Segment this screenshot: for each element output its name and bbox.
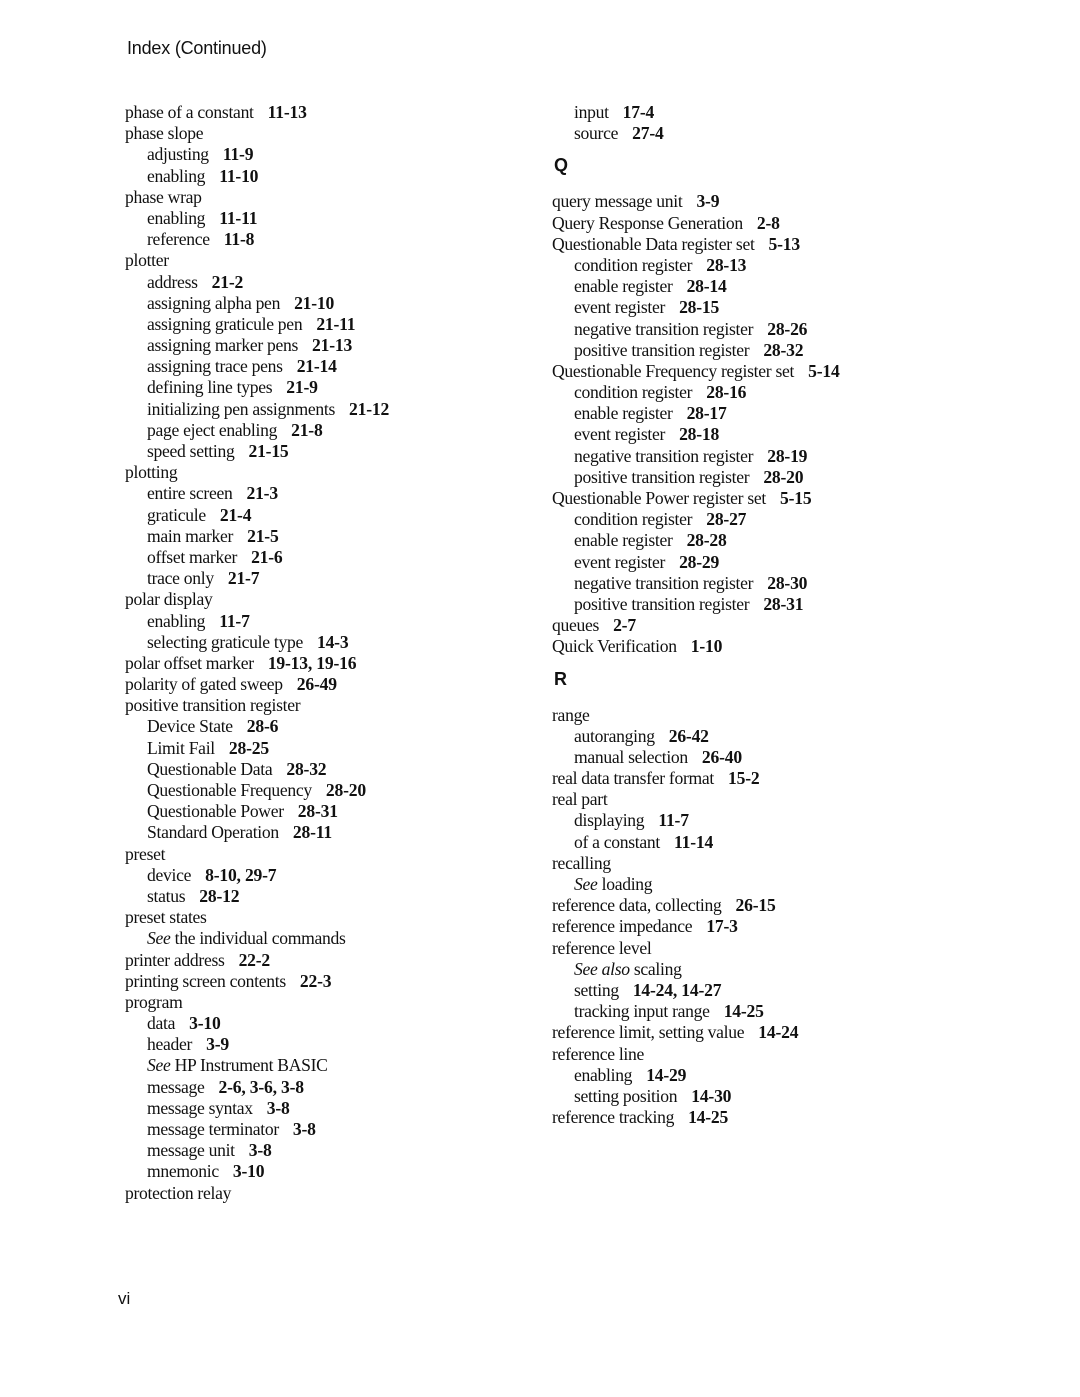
index-entry [546,938,976,959]
entry-page-ref: 28-30 [767,572,808,593]
index-subentry [119,1161,539,1182]
entry-term: Questionable Power register set [552,488,766,508]
entry-page-ref: 5-13 [768,233,800,254]
index-subentry [119,272,539,293]
index-subentry [546,1065,976,1086]
entry-term: header [147,1034,193,1055]
entry-page-ref: 28-11 [292,822,332,843]
index-subentry [546,509,976,530]
index-subentry [119,314,539,335]
entry-term: recalling [552,852,611,873]
entry-term: preset [125,843,166,864]
index-subentry [119,356,539,377]
entry-term: initializing pen assignments [147,398,336,419]
index-entry [119,971,539,992]
index-entry [546,191,976,212]
entry-page-ref: 11-14 [674,831,714,852]
entry-page-ref: 28-26 [767,318,808,339]
index-subentry [546,102,976,123]
entry-page-ref: 28-32 [286,758,327,779]
entry-page-ref: 28-32 [763,339,804,360]
entry-term: real data transfer format [552,768,714,789]
entry-term: Questionable Frequency register set [552,360,795,381]
index-subentry [546,382,976,403]
index-subentry [119,399,539,420]
entry-page-ref: 2-6, 3-6, 3-8 [218,1076,304,1097]
entry-page-ref: 2-7 [613,615,636,636]
entry-term: enable register [574,530,673,551]
entry-term: Device State [147,716,233,737]
index-entry [546,1022,976,1043]
entry-page-ref: 28-27 [706,509,747,530]
entry-term: message syntax [147,1097,253,1118]
entry-page-ref: 3-10 [232,1161,265,1182]
index-subentry [546,276,976,297]
entry-term: Query Response Generation [552,212,743,233]
index-subentry [119,1077,539,1098]
index-entry [119,187,539,208]
index-entry [119,102,539,123]
index-subentry [119,822,539,843]
index-subentry [119,441,539,462]
entry-page-ref: 28-29 [679,551,720,572]
entry-term: input [574,102,609,122]
index-subentry [119,1140,539,1161]
entry-term: condition register [574,509,693,530]
entry-page-ref: 14-25 [723,1001,764,1022]
index-subentry [119,632,539,653]
index-column-left [119,102,539,1204]
index-entry [546,768,976,789]
index-entry [119,844,539,865]
index-subentry [119,547,539,568]
entry-page-ref: 1-10 [690,636,723,657]
index-subentry [546,123,976,144]
entry-page-ref: 21-9 [286,377,318,398]
entry-term: assigning graticule pen [147,313,303,334]
index-subentry [119,483,539,504]
entry-term: manual selection [574,746,688,767]
entry-page-ref: 28-31 [297,801,338,822]
entry-term: polarity of gated sweep [125,674,283,695]
entry-term: page eject enabling [147,419,278,440]
entry-page-ref: 28-20 [325,780,366,800]
entry-term: Limit Fail [147,737,215,758]
index-subentry [546,832,976,853]
entry-term: printing screen contents [125,970,286,991]
entry-page-ref: 28-19 [767,445,808,466]
entry-term: assigning trace pens [147,356,283,377]
entry-term: selecting graticule type [147,631,303,652]
entry-page-ref: 3-10 [189,1013,221,1034]
entry-page-ref: 21-11 [316,313,356,334]
entry-term: adjusting [147,144,209,165]
entry-term: reference impedance [552,916,693,937]
entry-page-ref: 11-9 [222,144,254,165]
index-subentry [119,1098,539,1119]
entry-page-ref: 14-24 [758,1022,799,1043]
entry-term: enabling [147,207,206,228]
index-subentry [119,420,539,441]
index-subentry [546,255,976,276]
entry-term: phase slope [125,123,204,144]
index-subentry [546,552,976,573]
entry-term: setting [574,979,619,1000]
index-entry [119,907,539,928]
entry-term: printer address [125,949,225,970]
entry-term: tracking input range [574,1001,710,1022]
entry-term: positive transition register [125,695,301,716]
entry-page-ref: 2-8 [756,212,780,233]
entry-term: event register [574,424,666,445]
section-letter: Q [554,155,569,176]
index-entry [119,653,539,674]
entry-page-ref: 14-30 [691,1085,732,1106]
entry-page-ref: 11-13 [267,102,307,122]
entry-page-ref: 28-6 [246,716,279,737]
entry-page-ref: 21-8 [291,419,323,440]
index-column-right [546,102,976,1128]
entry-page-ref: 21-2 [211,271,244,292]
index-subentry [119,568,539,589]
index-subentry [546,874,976,895]
entry-term: plotter [125,250,169,271]
entry-page-ref: 28-16 [706,382,747,403]
see-reference-keyword: See [147,928,171,949]
entry-term: autoranging [574,725,655,746]
index-subentry [119,611,539,632]
entry-page-ref: 28-28 [686,530,727,551]
entry-page-ref: 14-24, 14-27 [632,979,722,1000]
entry-term: assigning marker pens [147,335,299,356]
entry-term: positive transition register [574,593,750,614]
entry-term: Questionable Data [147,758,273,779]
index-subentry [119,759,539,780]
entry-term: displaying [574,810,645,831]
index-subentry [546,424,976,445]
entry-term: negative transition register [574,318,754,339]
entry-page-ref: 28-20 [763,466,804,487]
index-subentry [546,530,976,551]
index-entry [119,992,539,1013]
entry-term: condition register [574,382,693,403]
index-subentry [119,377,539,398]
index-entry [119,589,539,610]
index-subentry [546,446,976,467]
entry-page-ref: 11-8 [223,229,255,250]
index-subentry [546,747,976,768]
index-entry [546,916,976,937]
entry-term: Questionable Frequency [147,780,312,800]
see-reference-keyword: See also [574,958,630,979]
index-entry [546,853,976,874]
entry-term: speed setting [147,441,235,461]
index-subentry [119,526,539,547]
entry-page-ref: 21-4 [219,504,252,525]
entry-term: Quick Verification [552,636,677,657]
entry-term: HP Instrument BASIC [174,1055,328,1076]
index-subentry [546,319,976,340]
entry-term: condition register [574,254,693,275]
entry-page-ref: 11-10 [219,165,259,186]
entry-term: plotting [125,462,178,483]
index-subentry [546,1001,976,1022]
entry-page-ref: 5-15 [779,488,812,508]
index-subentry [119,505,539,526]
entry-term: reference limit, setting value [552,1022,745,1043]
entry-term: polar offset marker [125,652,254,673]
index-entry [119,123,539,144]
entry-page-ref: 21-5 [247,525,279,546]
entry-page-ref: 28-18 [679,424,720,445]
page-number: vi [118,1289,131,1308]
entry-term: preset states [125,907,207,928]
index-subentry [119,716,539,737]
index-subentry [119,738,539,759]
index-subentry [546,959,976,980]
entry-page-ref: 14-25 [688,1107,729,1128]
entry-term: reference tracking [552,1107,675,1128]
entry-page-ref: 11-7 [658,810,689,831]
entry-term: trace only [147,568,214,589]
index-entry [119,950,539,971]
entry-term: data [147,1013,176,1034]
entry-term: positive transition register [574,466,750,487]
entry-term: main marker [147,525,234,546]
entry-term: reference line [552,1043,644,1064]
entry-term: Standard Operation [147,822,279,843]
index-entry [546,895,976,916]
index-subentry [546,980,976,1001]
index-subentry [119,1013,539,1034]
entry-term: polar display [125,589,213,610]
entry-page-ref: 3-8 [248,1140,272,1161]
index-entry [546,789,976,810]
index-entry [546,705,976,726]
entry-page-ref: 26-15 [735,895,776,916]
entry-term: status [147,885,186,906]
entry-term: enabling [574,1064,633,1085]
entry-term: event register [574,551,666,572]
index-entry [546,1107,976,1128]
entry-term: negative transition register [574,445,754,466]
index-subentry [546,810,976,831]
entry-term: enabling [147,610,206,631]
entry-page-ref: 17-3 [706,916,738,937]
entry-page-ref: 3-8 [292,1119,316,1139]
entry-term: queues [552,615,600,636]
entry-page-ref: 3-9 [206,1034,229,1055]
entry-page-ref: 22-2 [238,949,271,970]
entry-page-ref: 21-6 [251,546,283,567]
entry-term: device [147,864,192,885]
entry-term: phase of a constant [125,102,254,122]
entry-term: enable register [574,403,673,424]
entry-page-ref: 27-4 [632,123,664,144]
entry-page-ref: 11-7 [219,610,250,631]
index-entry [119,462,539,483]
entry-term: enabling [147,165,206,186]
entry-page-ref: 21-7 [227,568,260,589]
entry-page-ref: 17-4 [622,102,655,122]
entry-page-ref: 19-13, 19-16 [267,652,357,673]
entry-term: scaling [633,958,682,979]
index-subentry [546,467,976,488]
entry-term: range [552,704,590,725]
index-subentry [119,293,539,314]
index-entry [546,488,976,509]
entry-page-ref: 21-13 [312,335,353,356]
entry-term: source [574,123,619,144]
index-subentry [119,801,539,822]
index-subentry [119,886,539,907]
entry-term: assigning alpha pen [147,292,281,313]
index-subentry [546,340,976,361]
entry-page-ref: 28-31 [763,593,804,614]
entry-page-ref: 28-15 [679,297,720,318]
index-entry [546,1044,976,1065]
index-entry [119,674,539,695]
entry-term: reference level [552,937,652,958]
entry-page-ref: 28-13 [706,254,747,275]
index-subentry [546,594,976,615]
index-subentry [119,928,539,949]
entry-term: enable register [574,276,673,297]
entry-term: real part [552,789,608,810]
index-subentry [119,166,539,187]
entry-page-ref: 15-2 [728,768,760,789]
index-subentry [546,403,976,424]
index-subentry [119,1119,539,1140]
entry-page-ref: 8-10, 29-7 [205,864,277,885]
index-entry [119,1183,539,1204]
entry-page-ref: 28-12 [199,885,240,906]
entry-page-ref: 28-17 [686,403,727,424]
see-reference-keyword: See [574,874,598,894]
entry-page-ref: 26-49 [296,674,337,695]
entry-term: phase wrap [125,186,202,207]
index-subentry [546,726,976,747]
entry-term: setting position [574,1085,678,1106]
index-entry [546,234,976,255]
entry-page-ref: 28-25 [228,737,269,758]
entry-page-ref: 28-14 [686,276,727,297]
index-subentry [119,1034,539,1055]
entry-page-ref: 3-9 [696,191,720,212]
entry-term: message [147,1076,205,1097]
entry-page-ref: 21-14 [296,356,337,377]
index-entry [546,636,976,657]
entry-term: address [147,271,198,292]
entry-page-ref: 21-10 [294,292,335,313]
entry-page-ref: 14-3 [316,631,349,652]
index-subentry [546,573,976,594]
index-subentry [119,865,539,886]
entry-page-ref: 22-3 [299,970,332,991]
entry-term: protection relay [125,1182,232,1203]
index-subentry [119,208,539,229]
entry-term: the individual commands [174,928,346,949]
entry-term: graticule [147,504,206,525]
entry-page-ref: 14-29 [646,1064,687,1085]
entry-term: query message unit [552,191,683,212]
section-letter: R [554,668,567,689]
see-reference-keyword: See [147,1055,171,1076]
index-subentry [119,144,539,165]
index-subentry [546,1086,976,1107]
entry-page-ref: 5-14 [808,360,840,381]
entry-term: message terminator [147,1119,279,1139]
index-subentry [119,229,539,250]
index-entry [546,361,976,382]
entry-term: positive transition register [574,339,750,360]
index-subentry [546,297,976,318]
entry-term: negative transition register [574,572,754,593]
entry-page-ref: 26-42 [668,725,709,746]
entry-page-ref: 21-12 [349,398,390,419]
index-entry [546,213,976,234]
entry-term: Questionable Power [147,801,284,822]
entry-term: loading [601,874,653,894]
entry-page-ref: 21-15 [248,441,289,461]
index-entry [546,615,976,636]
entry-term: Questionable Data register set [552,233,755,254]
index-entry [119,695,539,716]
page-header-title: Index (Continued) [127,38,267,58]
entry-page-ref: 11-11 [219,207,258,228]
entry-term: offset marker [147,546,238,567]
entry-term: event register [574,297,666,318]
index-subentry [119,780,539,801]
index-subentry [119,1055,539,1076]
index-entry [119,250,539,271]
entry-term: mnemonic [147,1161,219,1182]
entry-term: reference [147,229,210,250]
entry-page-ref: 21-3 [246,483,278,504]
index-subentry [119,335,539,356]
entry-term: defining line types [147,377,273,398]
entry-term: message unit [147,1140,235,1161]
entry-term: program [125,991,183,1012]
entry-term: reference data, collecting [552,895,722,916]
entry-page-ref: 3-8 [266,1097,290,1118]
entry-term: entire screen [147,483,233,504]
entry-page-ref: 26-40 [701,746,742,767]
entry-term: of a constant [574,831,660,852]
